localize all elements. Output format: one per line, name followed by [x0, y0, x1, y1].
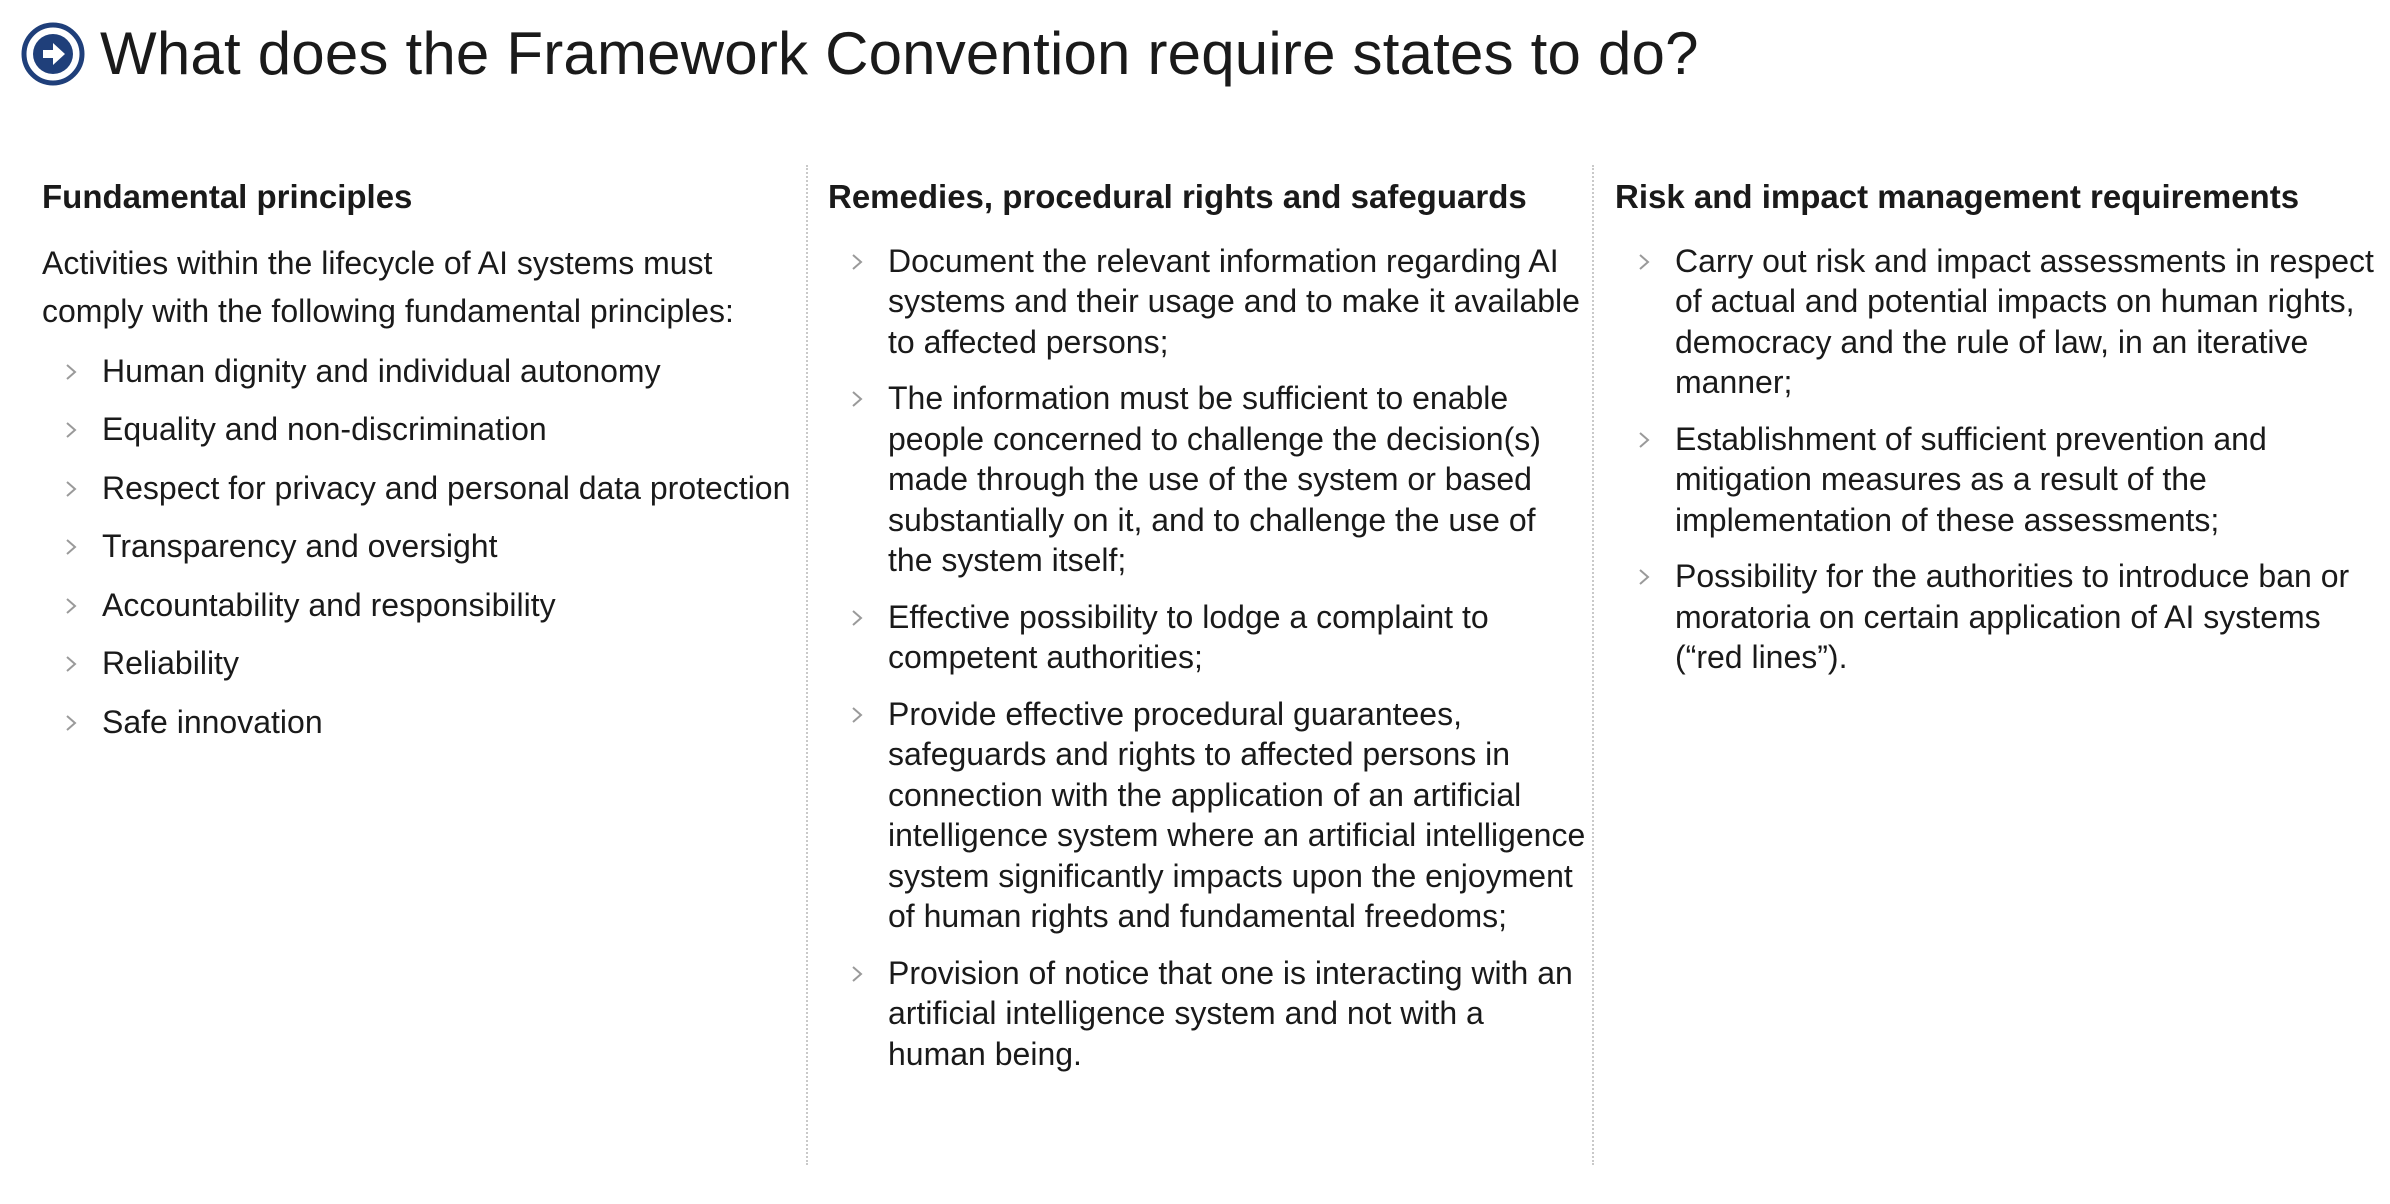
column-risk-management [1615, 165, 2375, 1165]
column-divider [806, 165, 808, 1165]
chevron-right-icon [1637, 430, 1651, 450]
column-intro: Activities within the lifecycle of AI systems must comply with the following fundamental principles: [42, 244, 734, 329]
list-item [42, 702, 802, 743]
chevron-right-icon [850, 252, 864, 272]
chevron-right-icon [850, 964, 864, 984]
arrow-right-circle-icon [20, 21, 86, 87]
list-item [828, 378, 1588, 581]
list-item [1615, 241, 2375, 403]
page-header [20, 12, 1699, 96]
list-item-text: Reliability [102, 645, 239, 682]
list-item-text: The information must be sufficient to enable people concerned to challenge the decision(s) made through the use of the system or based substantially on it, and to challenge the use of the system itself; [888, 380, 1541, 579]
list-item-text: Possibility for the authorities to introduce ban or moratoria on certain application of AI systems (“red lines”). [1675, 558, 2350, 676]
chevron-right-icon [1637, 252, 1651, 272]
chevron-right-icon [64, 654, 78, 674]
risk-list [1615, 241, 2375, 678]
page-title: What does the Framework Convention require states to do? [100, 20, 1699, 87]
list-item-text: Carry out risk and impact assessments in respect of actual and potential impacts on human rights, democracy and the rule of law, in an iterative manner; [1675, 242, 2374, 401]
list-item [42, 585, 802, 626]
list-item [42, 468, 802, 509]
principles-list [42, 351, 802, 743]
column-remedies [828, 165, 1588, 1165]
list-item [828, 241, 1588, 363]
column-fundamental-principles [42, 165, 802, 1165]
chevron-right-icon [64, 362, 78, 382]
list-item [1615, 556, 2375, 678]
column-heading: Risk and impact management requirements [1615, 178, 2300, 215]
chevron-right-icon [850, 389, 864, 409]
column-divider [1592, 165, 1594, 1165]
list-item [42, 409, 802, 450]
list-item-text: Provision of notice that one is interacting with an artificial intelligence system and not with a human being. [888, 954, 1573, 1072]
list-item [828, 694, 1588, 937]
chevron-right-icon [64, 537, 78, 557]
list-item [1615, 419, 2375, 541]
list-item [42, 643, 802, 684]
chevron-right-icon [64, 713, 78, 733]
chevron-right-icon [64, 420, 78, 440]
chevron-right-icon [850, 608, 864, 628]
chevron-right-icon [1637, 567, 1651, 587]
remedies-list [828, 241, 1588, 1075]
list-item [828, 597, 1588, 678]
columns [0, 165, 2390, 1165]
list-item-text: Establishment of sufficient prevention and mitigation measures as a result of the implementation of these assessments; [1675, 420, 2267, 538]
list-item-text: Provide effective procedural guarantees, safeguards and rights to affected persons in connection with the application of an artificial intelligence system where an artificial intelligence system significantly impacts upon the enjoyment of human rights and fundamental freedoms; [888, 695, 1586, 935]
list-item-text: Document the relevant information regarding AI systems and their usage and to make it available to affected persons; [888, 242, 1580, 360]
list-item-text: Transparency and oversight [102, 528, 498, 565]
list-item-text: Equality and non-discrimination [102, 411, 547, 448]
list-item-text: Human dignity and individual autonomy [102, 352, 661, 389]
list-item [42, 351, 802, 392]
list-item-text: Effective possibility to lodge a complaint to competent authorities; [888, 598, 1489, 676]
list-item [42, 526, 802, 567]
list-item-text: Accountability and responsibility [102, 586, 556, 623]
chevron-right-icon [64, 479, 78, 499]
list-item-text: Safe innovation [102, 703, 323, 740]
chevron-right-icon [64, 596, 78, 616]
list-item-text: Respect for privacy and personal data protection [102, 469, 791, 506]
chevron-right-icon [850, 705, 864, 725]
column-heading: Remedies, procedural rights and safeguards [828, 178, 1527, 215]
list-item [828, 953, 1588, 1075]
column-heading: Fundamental principles [42, 178, 413, 215]
